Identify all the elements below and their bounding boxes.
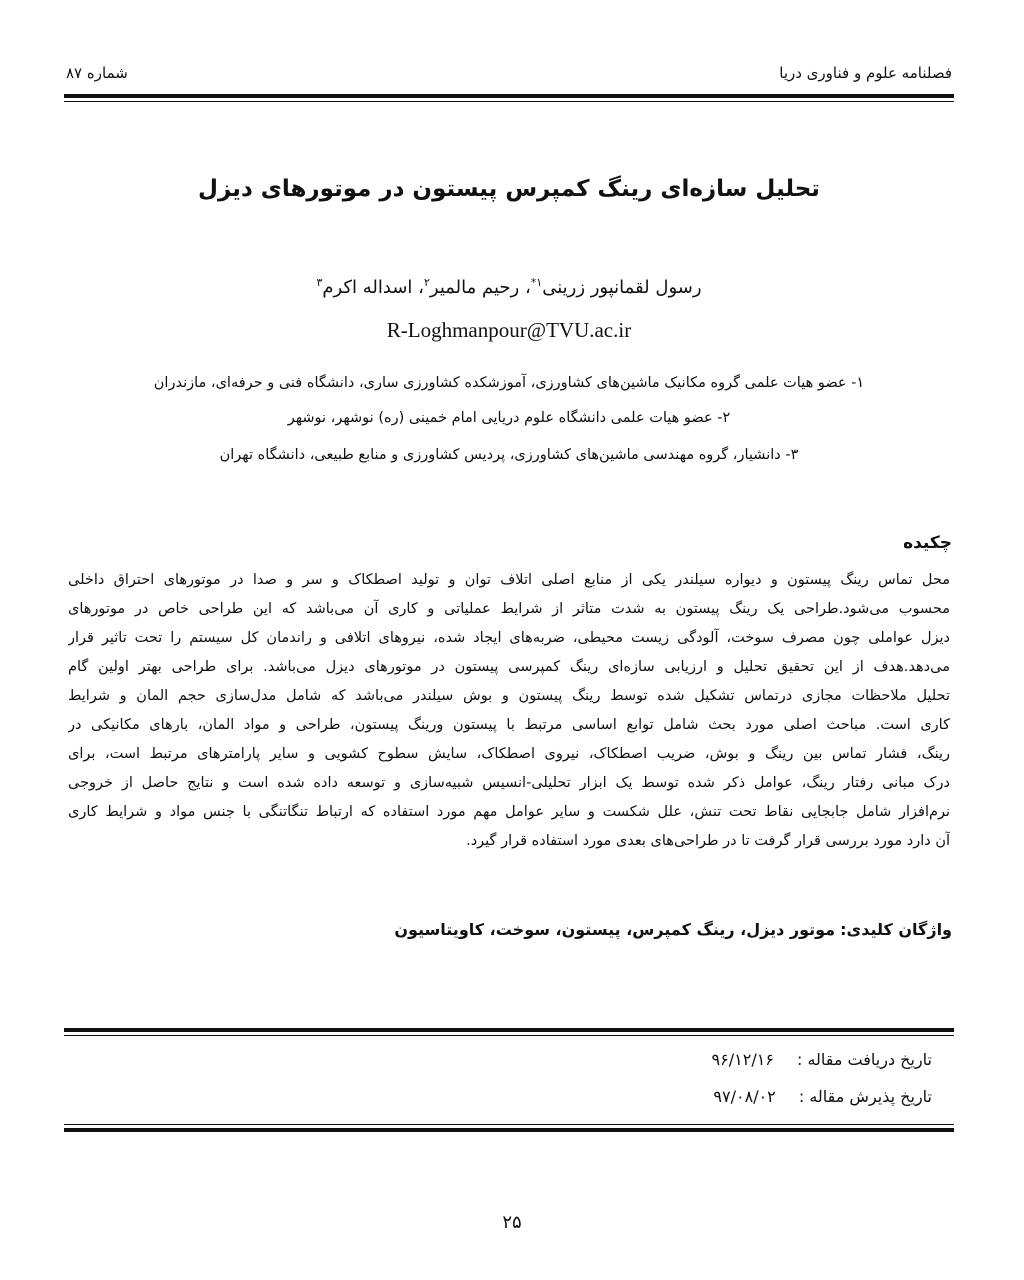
- author-name: رسول لقمانپور زرینی: [542, 277, 702, 298]
- abstract-line: می‌دهد.هدف از این تحقیق تحلیل و ارزیابی سازه‌ای رینگ کمپرسی پیستون در موتورهای دیزل می‌باشد. برای طراحی بهتر اولین گام: [68, 659, 950, 675]
- abstract-line: محسوب می‌شود.طراحی یک رینگ پیستون به شدت متاثر از شرایط عملیاتی و کاری آن می‌باشد که این طراحی خاص در موتورهای: [68, 601, 950, 617]
- author-affiliation-mark: ۳: [316, 276, 323, 289]
- journal-name: فصلنامه علوم و فناوری دریا: [779, 64, 952, 82]
- author-name: اسداله اکرم: [322, 277, 413, 298]
- dates-rule-bottom-thin: [64, 1124, 954, 1125]
- abstract-line: محل تماس رینگ پیستون و دیواره سیلندر یکی از منابع اصلی اتلاف توان و تولید اصطکاک و سر و صدا در موتورهای احتراق داخلی: [68, 572, 950, 588]
- accepted-date-row: [713, 1087, 932, 1106]
- keywords-value: موتور دیزل، رینگ کمپرس، پیستون، سوخت، کاویتاسیون: [394, 920, 836, 939]
- affiliation-line: ۳- دانشیار، گروه مهندسی ماشین‌های کشاورزی، پردیس کشاورزی و منابع طبیعی، دانشگاه تهران: [219, 447, 799, 463]
- abstract-line: درک مبانی رفتار رینگ، عوامل ذکر شده توسط یک ابزار تحلیلی-انسیس شبیه‌سازی و توسعه داده شده است و نتایج حاصل از خروجی: [68, 775, 950, 791]
- keywords-label: واژگان کلیدی:: [840, 920, 952, 939]
- abstract-line: رینگ، فشار تماس بین رینگ و بوش، ضریب اصطکاک، نیروی اصطکاک، سایش سطوح کشویی و سایر پارامترهای مرتبط است، برای: [68, 746, 950, 762]
- abstract-line: دیزل عواملی چون مصرف سوخت، آلودگی زیست محیطی، ضربه‌های ایجاد شده، نیروهای اتلافی و راندمان کل سیستم را تحت تاثیر قرار: [68, 630, 950, 646]
- header-rule-thick: [64, 94, 954, 98]
- author-list: [64, 276, 954, 298]
- affiliation-line: ۱- عضو هیات علمی گروه مکانیک ماشین‌های کشاورزی، آموزشکده کشاورزی ساری، دانشگاه فنی و حرفه‌ای، مازندران: [153, 375, 865, 391]
- dates-rule-top-thick: [64, 1028, 954, 1032]
- received-date-row: [712, 1050, 932, 1069]
- abstract-line: تحلیل ملاحظات مجازی درتماس تشکیل شده توسط رینگ پیستون و بوش سیلندر می‌باشد که شامل مدل‌سازی حجم المان و شرایط: [68, 688, 950, 704]
- accepted-date-label: تاریخ پذیرش مقاله :: [798, 1087, 932, 1106]
- accepted-date-value: ۹۷/۰۸/۰۲: [713, 1087, 776, 1106]
- abstract-line: کاری است. مباحث اصلی مورد بحث شامل توابع اساسی مرتبط با پیستون ورینگ پیستون، طراحی و مواد المان، بارهای مکانیکی در: [68, 717, 950, 733]
- author-name: رحیم مالمیر: [429, 277, 520, 298]
- author-separator: ،: [412, 277, 424, 298]
- author-affiliation-mark: ۲: [423, 276, 430, 289]
- abstract-line: آن دارد مورد بررسی قرار گرفت تا در طراحی‌های بعدی مورد استفاده قرار گیرد.: [466, 833, 950, 849]
- author-separator: ،: [519, 277, 531, 298]
- dates-rule-top-thin: [64, 1035, 954, 1036]
- dates-rule-bottom-thick: [64, 1128, 954, 1132]
- received-date-value: ۹۶/۱۲/۱۶: [711, 1050, 774, 1069]
- issue-number: شماره ۸۷: [66, 64, 128, 82]
- affiliation-line: ۲- عضو هیات علمی دانشگاه علوم دریایی امام خمینی (ره) نوشهر، نوشهر: [287, 410, 731, 426]
- received-date-label: تاریخ دریافت مقاله :: [796, 1050, 932, 1069]
- corresponding-email[interactable]: R-Loghmanpour@TVU.ac.ir: [386, 318, 632, 342]
- keywords: [394, 920, 952, 939]
- page-number: ۲۵: [502, 1212, 522, 1233]
- paper-title: تحلیل سازه‌ای رینگ کمپرس پیستون در موتورهای دیزل: [198, 176, 820, 202]
- abstract-body: [68, 566, 950, 856]
- header-rule-thin: [64, 101, 954, 102]
- abstract-heading: چکیده: [903, 533, 952, 553]
- abstract-line: نرم‌افزار شامل جابجایی نقاط تحت تنش، علل شکست و سایر عوامل مهم مورد استفاده که ارتباط تنگاتنگی با جنس مواد و شرایط کاری: [68, 804, 950, 820]
- author-affiliation-mark: ۱*: [530, 276, 543, 289]
